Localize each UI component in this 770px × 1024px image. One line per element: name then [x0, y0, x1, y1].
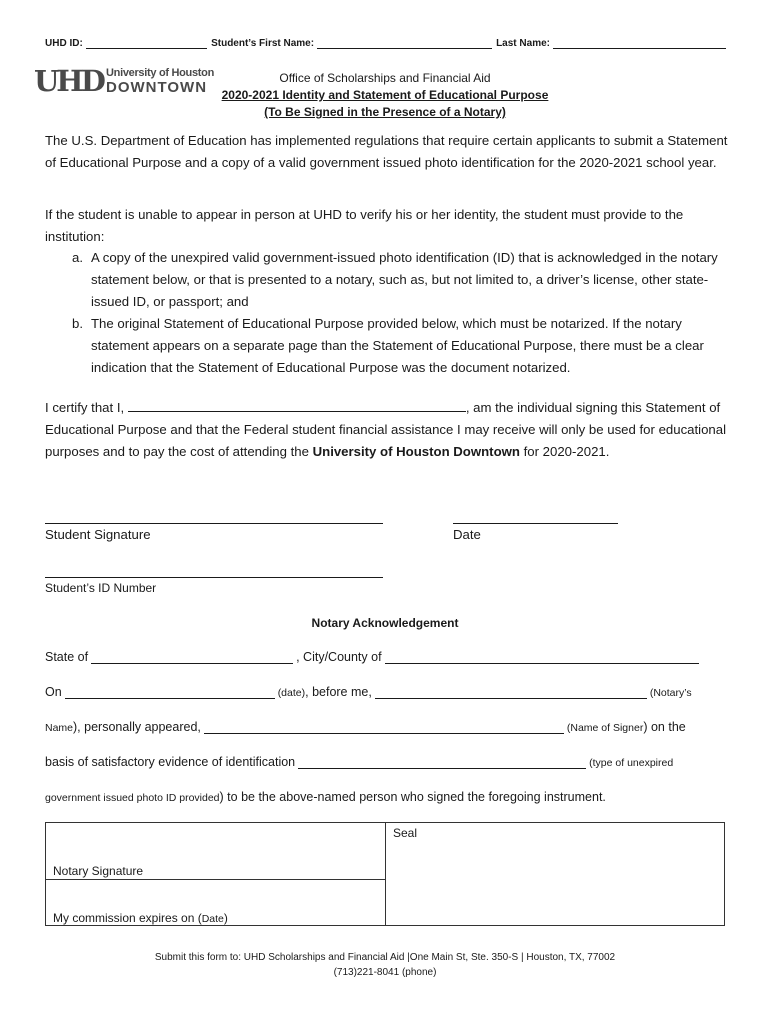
- list-marker: b.: [72, 316, 83, 331]
- on-the-label: ) on the: [643, 720, 686, 734]
- list-item: [45, 247, 730, 313]
- before-me-label: , before me,: [305, 685, 372, 699]
- gov-issued-label: government issued photo ID provided: [45, 792, 220, 804]
- state-of-label: State of: [45, 650, 89, 664]
- commission-close: ): [223, 911, 228, 925]
- list-item-text: A copy of the unexpired valid government-issued photo identification (ID) that is acknowledged in the notary statement below, or that is presented to a notary, such as, but not limited to, a driver’s license, other state-issued ID, or passport; and: [91, 250, 718, 309]
- notary-box: [45, 822, 725, 926]
- city-county-field[interactable]: [385, 652, 699, 664]
- type-of-unexpired-label: (type of unexpired: [589, 757, 674, 769]
- notary-name-field[interactable]: [375, 687, 647, 699]
- last-name-field[interactable]: [553, 38, 726, 49]
- certify-prefix: I certify that I,: [45, 400, 125, 415]
- certification-statement: [45, 397, 730, 463]
- footer: [0, 950, 770, 980]
- date-label: Date: [453, 527, 481, 542]
- uhd-logo-mark: UHD: [34, 64, 103, 98]
- first-name-field[interactable]: [317, 38, 492, 49]
- commission-text: My commission expires on (: [53, 911, 202, 925]
- uhd-id-label: UHD ID:: [45, 38, 83, 49]
- footer-phone: (713)221-8041 (phone): [333, 967, 437, 978]
- box-divider-vertical: [385, 823, 386, 925]
- uhd-logo: [34, 66, 212, 96]
- certify-middle: , am the individual signing this Statement of Educational Purpose and that the Federal student financial assistance I may receive will only be used for educational purposes and to pay the cost of attending the: [45, 400, 727, 459]
- notarys-name-label: (Notary’s: [649, 687, 692, 699]
- certify-suffix: for 2020-2021.: [523, 444, 610, 459]
- commission-label: [53, 911, 228, 925]
- name-of-signer-label: (Name of Signer: [566, 722, 644, 734]
- last-name-label: Last Name:: [496, 38, 550, 49]
- notary-line-signer: [45, 720, 735, 734]
- uhd-logo-line1: University of Houston: [106, 67, 214, 79]
- notary-line-date: [45, 685, 735, 699]
- signer-name-field[interactable]: [204, 722, 564, 734]
- named-person-label: ) to be the above-named person who signed the foregoing instrument.: [219, 790, 606, 804]
- box-divider-horizontal: [46, 879, 385, 880]
- footer-address: Submit this form to: UHD Scholarships and Financial Aid |One Main St, Ste. 350-S | Houston, TX, 77002: [154, 952, 616, 963]
- notary-line-state: [45, 650, 735, 664]
- notary-date-field[interactable]: [65, 687, 275, 699]
- list-marker: a.: [72, 250, 83, 265]
- on-label: On: [45, 685, 62, 699]
- list-item: [45, 313, 730, 379]
- basis-label: basis of satisfactory evidence of identification: [45, 755, 296, 769]
- certify-institution: University of Houston Downtown: [312, 444, 520, 459]
- requirements-list: [45, 247, 730, 379]
- office-name: Office of Scholarships and Financial Aid: [279, 71, 491, 85]
- uhd-id-field[interactable]: [86, 38, 207, 49]
- state-field[interactable]: [91, 652, 293, 664]
- student-signature-line[interactable]: [45, 523, 383, 524]
- uhd-logo-line2: DOWNTOWN: [106, 79, 208, 96]
- student-signature-label: Student Signature: [45, 527, 151, 542]
- certify-name-field[interactable]: [128, 398, 466, 412]
- student-id-line[interactable]: [45, 577, 383, 578]
- notary-line-basis: [45, 755, 735, 769]
- city-county-label: , City/County of: [296, 650, 382, 664]
- id-type-field[interactable]: [298, 757, 586, 769]
- notary-title: Notary Acknowledgement: [311, 616, 459, 630]
- first-name-label: Student’s First Name:: [211, 38, 315, 49]
- commission-date-label: Date: [201, 913, 224, 925]
- personally-appeared-label: ), personally appeared,: [73, 720, 201, 734]
- form-header: [210, 70, 560, 121]
- form-title: 2020-2021 Identity and Statement of Educational Purpose: [221, 88, 549, 102]
- date-line[interactable]: [453, 523, 618, 524]
- student-id-label: Student’s ID Number: [45, 581, 157, 595]
- date-paren-label: (date): [277, 687, 306, 699]
- name-label: Name: [45, 722, 74, 734]
- form-subtitle: (To Be Signed in the Presence of a Notary): [264, 105, 506, 119]
- list-item-text: The original Statement of Educational Purpose provided below, which must be notarized. If the notary statement appears on a separate page than the Statement of Educational Purpose, there must be a clear indication that the Statement of Educational Purpose was the document notarized.: [91, 316, 704, 375]
- intro-paragraph-1: The U.S. Department of Education has implemented regulations that require certain applicants to submit a Statement of Educational Purpose and a copy of a valid government issued photo identification for the 2020-2021 school year.: [45, 133, 728, 170]
- student-info-line: [45, 38, 730, 49]
- intro-paragraph-2: If the student is unable to appear in person at UHD to verify his or her identity, the student must provide to the institution:: [45, 207, 684, 244]
- seal-label: Seal: [393, 826, 418, 840]
- notary-line-instrument: [45, 790, 735, 804]
- notary-signature-label: Notary Signature: [53, 864, 144, 878]
